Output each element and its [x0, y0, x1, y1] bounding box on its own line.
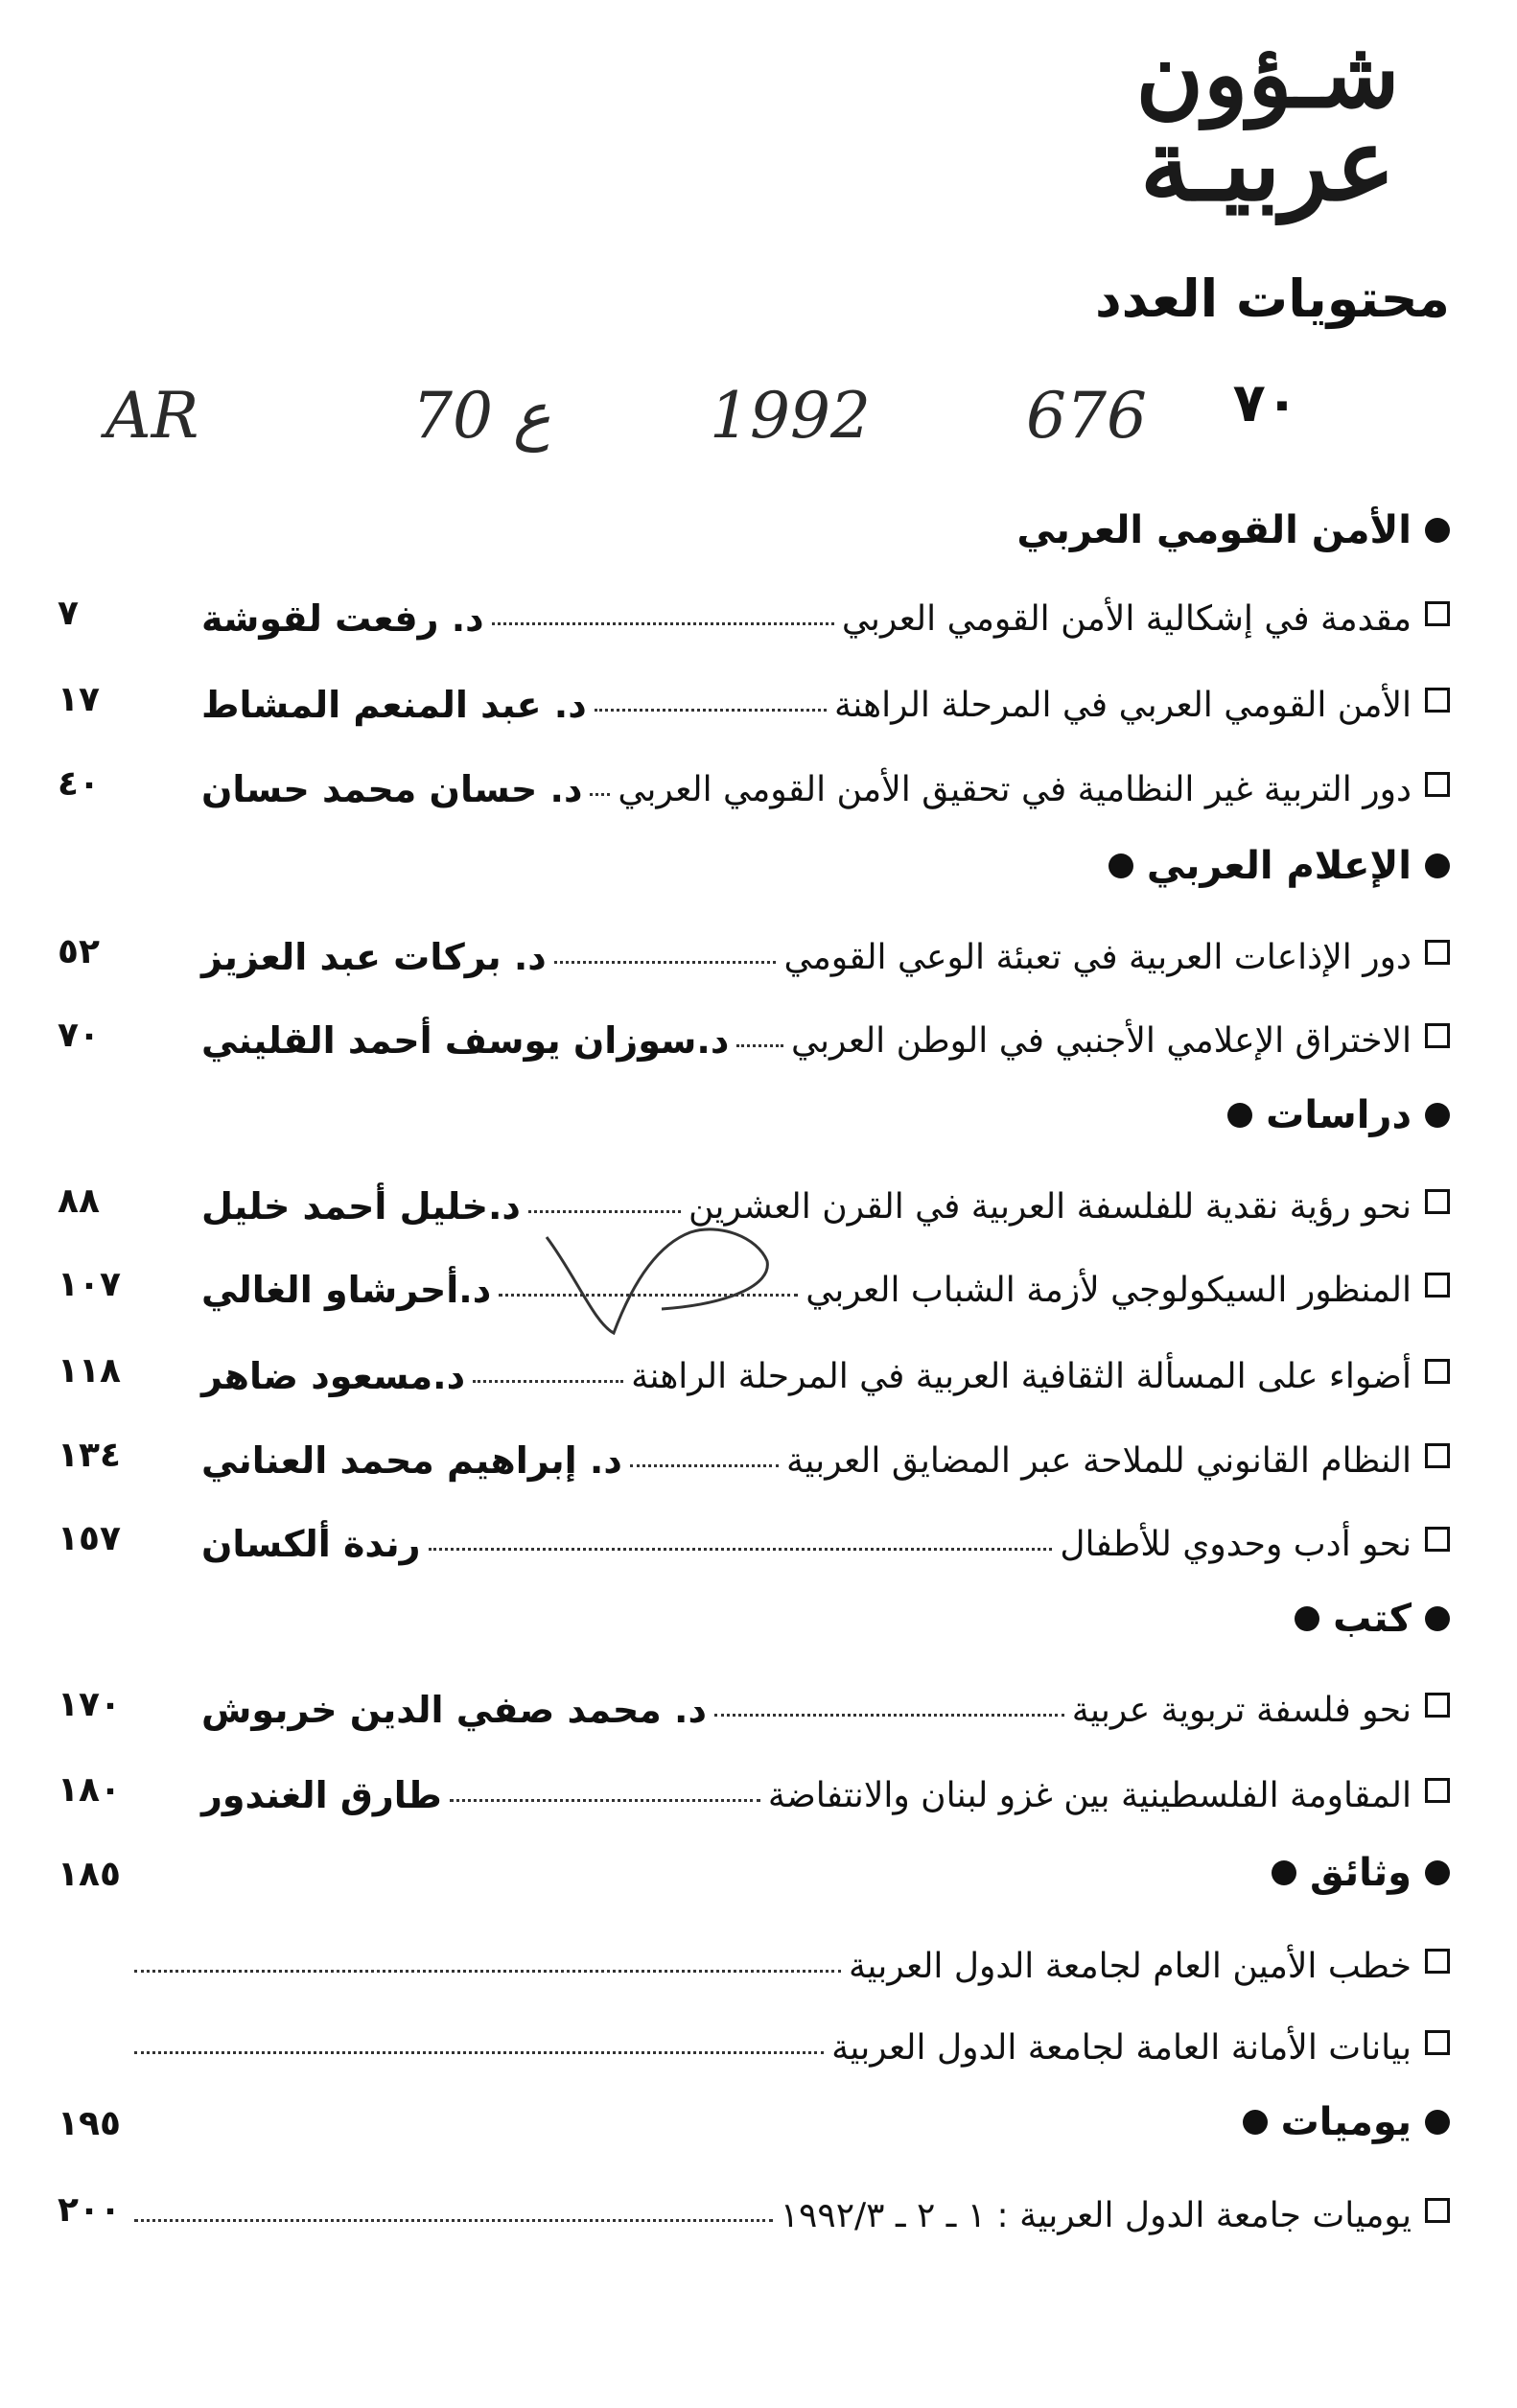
- toc-entry: [58, 2019, 1450, 2076]
- entry-page-number: ٤٠: [58, 764, 100, 804]
- entry-author: د. إبراهيم محمد العناني: [201, 1439, 622, 1482]
- masthead-line-2: عربيـة: [1140, 105, 1395, 223]
- bullet-icon: [1425, 1860, 1450, 1885]
- toc-entry-line: [58, 590, 1412, 647]
- checkbox-square-icon: [1425, 1359, 1450, 1384]
- handwritten-code: AR: [105, 379, 199, 453]
- entry-title: خطب الأمين العام لجامعة الدول العربية: [849, 1946, 1412, 1986]
- toc-entry: [58, 1178, 1450, 1235]
- toc-entry-line: [58, 1937, 1412, 1995]
- entry-title: بيانات الأمانة العامة لجامعة الدول العربية: [831, 2027, 1412, 2068]
- entry-title: نحو أدب وحدوي للأطفال: [1060, 1524, 1412, 1564]
- entry-title: دور الإذاعات العربية في تعبئة الوعي القومي: [783, 937, 1412, 977]
- issue-number: ٧٠: [1232, 372, 1298, 434]
- entry-author: د.أحرشاو الغالي: [201, 1269, 492, 1311]
- handwritten-year: 1992: [710, 379, 871, 453]
- toc-entry: [58, 1012, 1450, 1069]
- toc-entry: [58, 1347, 1450, 1405]
- entry-title: دور التربية غير النظامية في تحقيق الأمن القومي العربي: [618, 769, 1412, 809]
- checkbox-square-icon: [1425, 1443, 1450, 1468]
- dot-leader: [714, 1714, 1064, 1717]
- bullet-icon: [1295, 1606, 1319, 1631]
- dot-leader: [134, 2219, 773, 2222]
- entry-title: نحو فلسفة تربوية عربية: [1071, 1690, 1412, 1730]
- entry-author: طارق الغندور: [201, 1774, 442, 1816]
- section-page-number: ١٨٥: [58, 1855, 121, 1894]
- entry-page-number: ١١٨: [58, 1351, 121, 1391]
- entry-page-number: ١٥٧: [58, 1519, 121, 1558]
- section-label: الأمن القومي العربي: [1016, 508, 1412, 552]
- toc-entry: [58, 1261, 1450, 1319]
- checkbox-square-icon: [1425, 1693, 1450, 1718]
- bullet-icon: [1425, 518, 1450, 543]
- toc-entry: [58, 1937, 1450, 1995]
- entry-author: د.خليل أحمد خليل: [201, 1185, 521, 1227]
- entry-title: أضواء على المسألة الثقافية العربية في المرحلة الراهنة: [631, 1356, 1412, 1396]
- section-heading: [58, 1597, 1450, 1654]
- dot-leader: [736, 1044, 783, 1047]
- section-heading: [58, 844, 1450, 901]
- toc-entry: [58, 2186, 1450, 2244]
- entry-author: رندة ألكسان: [201, 1523, 421, 1565]
- bullet-icon: [1272, 1860, 1296, 1885]
- toc-entry-line: [58, 928, 1412, 986]
- section-label: الإعلام العربي: [1146, 844, 1412, 888]
- masthead-line-1: شـؤون: [1135, 20, 1400, 129]
- page-title: محتويات العدد: [1094, 269, 1450, 329]
- checkbox-square-icon: [1425, 940, 1450, 965]
- toc-entry-line: [58, 760, 1412, 818]
- dot-leader: [492, 622, 834, 625]
- checkbox-square-icon: [1425, 1189, 1450, 1214]
- entry-author: د. رفعت لقوشة: [201, 597, 484, 640]
- entry-author: د.سوزان يوسف أحمد القليني: [201, 1019, 730, 1062]
- toc-entry: [58, 676, 1450, 734]
- checkbox-square-icon: [1425, 772, 1450, 797]
- handwritten-issue: 70 ع: [412, 379, 551, 453]
- toc-entry-line: [58, 1347, 1412, 1405]
- toc-entry-line: [58, 2186, 1412, 2244]
- checkbox-square-icon: [1425, 1273, 1450, 1298]
- toc-entry-line: [58, 1515, 1412, 1573]
- entry-author: د. حسان محمد حسان: [201, 768, 583, 810]
- entry-page-number: ١٣٤: [58, 1436, 121, 1475]
- checkbox-square-icon: [1425, 1023, 1450, 1048]
- entry-page-number: ٢٠٠: [58, 2190, 121, 2230]
- toc-entry-line: [58, 1432, 1412, 1489]
- bullet-icon: [1425, 2110, 1450, 2135]
- entry-page-number: ٥٢: [58, 932, 100, 971]
- bullet-icon: [1109, 853, 1133, 878]
- section-label: يوميات: [1280, 2100, 1412, 2144]
- bullet-icon: [1425, 1606, 1450, 1631]
- entry-page-number: ٧٠: [58, 1016, 100, 1055]
- entry-title: المنظور السيكولوجي لأزمة الشباب العربي: [805, 1270, 1412, 1310]
- entry-title: يوميات جامعة الدول العربية : ١ ـ ٢ ـ ١٩٩٢/٣: [780, 2195, 1412, 2235]
- checkbox-square-icon: [1425, 1949, 1450, 1974]
- bullet-icon: [1425, 1103, 1450, 1128]
- toc-entry: [58, 590, 1450, 647]
- dot-leader: [528, 1210, 681, 1213]
- toc-entry: [58, 1766, 1450, 1824]
- entry-page-number: ١٠٧: [58, 1265, 121, 1304]
- dot-leader: [630, 1464, 779, 1467]
- section-heading: [58, 1093, 1450, 1151]
- handwritten-ref: 676: [1026, 379, 1147, 453]
- dot-leader: [429, 1548, 1053, 1551]
- entry-page-number: ١٧: [58, 680, 100, 719]
- section-heading: [58, 1851, 1450, 1908]
- dot-leader: [595, 709, 827, 712]
- toc-entry-line: [58, 1766, 1412, 1824]
- dot-leader: [134, 2051, 824, 2054]
- entry-title: النظام القانوني للملاحة عبر المضايق العربية: [786, 1440, 1412, 1481]
- section-heading: [58, 508, 1450, 566]
- entry-title: الأمن القومي العربي في المرحلة الراهنة: [833, 685, 1412, 725]
- bullet-icon: [1227, 1103, 1252, 1128]
- toc-entry-line: [58, 2019, 1412, 2076]
- entry-author: د. بركات عبد العزيز: [201, 936, 547, 978]
- checkbox-square-icon: [1425, 2198, 1450, 2223]
- entry-title: المقاومة الفلسطينية بين غزو لبنان والانتفاضة: [767, 1775, 1412, 1815]
- section-label: كتب: [1333, 1597, 1412, 1641]
- checkbox-square-icon: [1425, 688, 1450, 713]
- section-heading: [58, 2100, 1450, 2158]
- entry-author: د. عبد المنعم المشاط: [201, 684, 587, 726]
- checkbox-square-icon: [1425, 601, 1450, 626]
- toc-entry-line: [58, 1012, 1412, 1069]
- checkbox-square-icon: [1425, 1778, 1450, 1803]
- toc-entry: [58, 1681, 1450, 1739]
- toc-entry-line: [58, 676, 1412, 734]
- toc-entry: [58, 928, 1450, 986]
- entry-page-number: ١٧٠: [58, 1685, 121, 1724]
- dot-leader: [450, 1799, 760, 1802]
- entry-page-number: ١٨٠: [58, 1770, 121, 1810]
- entry-title: نحو رؤية نقدية للفلسفة العربية في القرن العشرين: [688, 1186, 1412, 1227]
- section-page-number: ١٩٥: [58, 2104, 121, 2143]
- entry-author: د.مسعود ضاهر: [201, 1355, 466, 1397]
- checkbox-square-icon: [1425, 2030, 1450, 2055]
- toc-entry-line: [58, 1681, 1412, 1739]
- dot-leader: [134, 1970, 841, 1973]
- toc-entry-line: [58, 1261, 1412, 1319]
- toc-entry: [58, 1432, 1450, 1489]
- entry-page-number: ٨٨: [58, 1181, 100, 1221]
- entry-author: د. محمد صفي الدين خربوش: [201, 1689, 707, 1731]
- dot-leader: [590, 793, 610, 796]
- dot-leader: [499, 1294, 798, 1297]
- checkbox-square-icon: [1425, 1527, 1450, 1552]
- entry-title: الاختراق الإعلامي الأجنبي في الوطن العربي: [790, 1020, 1412, 1061]
- section-label: دراسات: [1266, 1093, 1412, 1137]
- entry-page-number: ٧: [58, 594, 79, 633]
- section-label: وثائق: [1310, 1851, 1412, 1895]
- entry-title: مقدمة في إشكالية الأمن القومي العربي: [841, 598, 1412, 639]
- bullet-icon: [1425, 853, 1450, 878]
- masthead-logo: [1095, 20, 1440, 223]
- toc-entry: [58, 760, 1450, 818]
- toc-entry-line: [58, 1178, 1412, 1235]
- dot-leader: [554, 961, 777, 964]
- toc-entry: [58, 1515, 1450, 1573]
- dot-leader: [473, 1380, 623, 1383]
- bullet-icon: [1243, 2110, 1268, 2135]
- handwritten-annotation: [105, 379, 1208, 494]
